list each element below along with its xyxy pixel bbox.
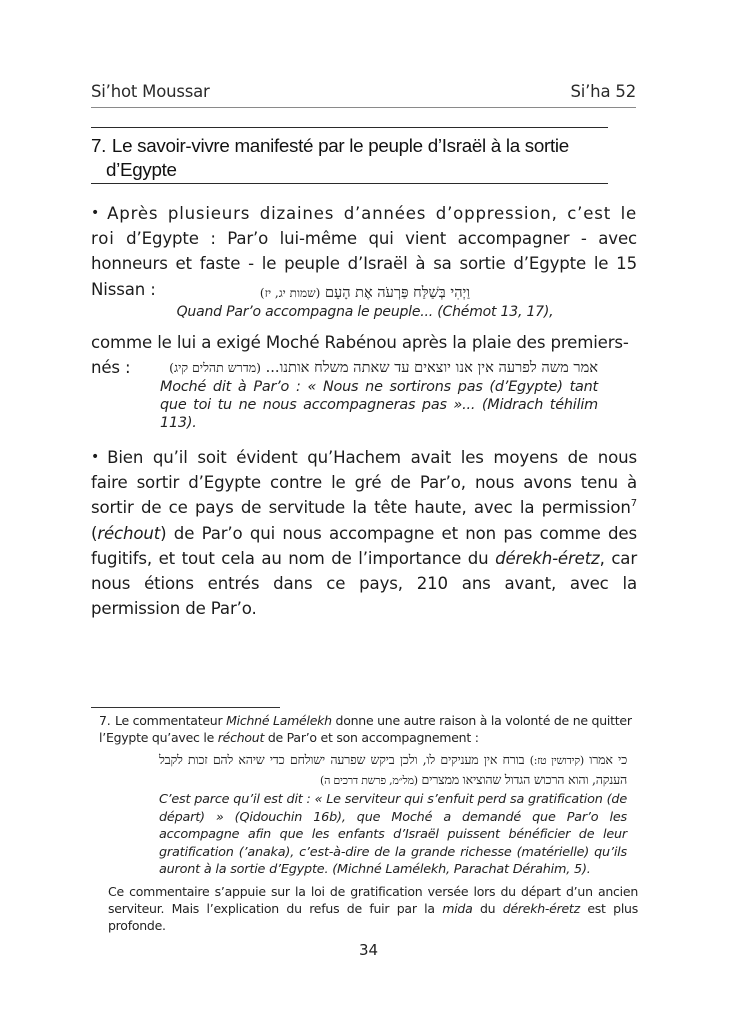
quote-hebrew-text: אמר משה לפרעה אין אנו יוצאים עד שאתה משלח אותנו...: [265, 359, 598, 376]
footnote-conclusion: [99, 883, 638, 934]
term-derekh-eretz: dérekh-éretz: [495, 548, 600, 568]
header-book-title: Si’hot Moussar: [91, 82, 210, 101]
bullet-icon: •: [91, 205, 100, 221]
paragraph-3-text: (: [91, 523, 98, 543]
footnote-text: donne une autre raison à la volonté de ne quitter l’Egypte qu’avec le: [99, 713, 632, 745]
quote-hebrew-reference: (מדרש תהלים קיג): [169, 360, 262, 375]
term-rechout: réchout: [97, 523, 161, 543]
quote-chemot: [140, 284, 590, 321]
footnote-text: Le commentateur: [115, 713, 227, 728]
paragraph-1-first-line: Après plusieurs dizaines d’années d’oppression, c’est le roi: [91, 204, 637, 249]
footnote-quote: [159, 750, 627, 879]
section-number: 7.: [91, 135, 107, 156]
paragraph-1-text: d’Egypte : Par’o lui-même qui vient accompagner - avec honneurs et faste - le peuple d’Israël à sa sortie d’Egypte le 15 Nissan :: [91, 229, 637, 299]
footnote-text: du: [472, 900, 503, 916]
footnote-intro: [99, 712, 638, 746]
quote-hebrew: [160, 358, 598, 378]
footnote-hebrew-text: כי אמרו: [589, 752, 627, 767]
footnote-hebrew-reference: (מל״מ, פרשת דרכים ה): [320, 774, 418, 787]
paragraph-3-text: , car nous étions entrés dans ce pays, 210 ans avant, avec la permission de Par’o.: [91, 548, 637, 619]
term-michne-lamelekh: Michné Lamélekh: [226, 713, 332, 728]
term-mida: mida: [442, 900, 473, 916]
section-title-line2: d’Egypte: [106, 159, 177, 180]
term-derekh-eretz: dérekh-éretz: [502, 900, 580, 916]
term-rechout: réchout: [217, 730, 265, 745]
section-rule-bottom: [91, 183, 608, 184]
quote-translation: Moché dit à Par’o : « Nous ne sortirons pas (d’Egypte) tant que toi tu ne nous accompagneras pas »... (Midrach téhilim 113).: [160, 379, 598, 431]
section-title: [91, 134, 621, 182]
footnote-number: 7.: [99, 713, 111, 728]
header-rule: [91, 107, 636, 108]
footnote-text: est plus profonde.: [108, 900, 638, 933]
running-header: [91, 82, 636, 102]
page-number: 34: [358, 941, 379, 959]
quote-midrach: [160, 358, 598, 432]
footnote-hebrew-reference: (קידושין טז:): [529, 754, 584, 767]
paragraph-3-text: Bien qu’il soit évident qu’Hachem avait les moyens de nous faire sortir d’Egypte contre le gré de Par’o, nous avons tenu à sortir de ce pays de servitude la tête haute, avec la permission: [91, 448, 637, 518]
footnote-separator: [91, 707, 280, 708]
footnote-hebrew-text: בורח אין מעניקים לו, ולכן ביקש שפרעה ישולחם כדי שיהא להם זכות לקבל הענקה, והוא הרכוש הגדול שהוציאו ממצרים: [159, 752, 627, 787]
header-chapter: Si’ha 52: [570, 82, 636, 101]
paragraph-3: [91, 445, 637, 621]
footnote-hebrew: [159, 750, 627, 790]
bullet-icon: •: [91, 449, 100, 465]
footnote-text: Ce commentaire s’appuie sur la loi de gratification versée lors du départ d’un ancien serviteur. Mais l’explication du refus de fuir par la: [108, 883, 638, 916]
quote-hebrew-text: וַיְהִי בְּשַׁלַּח פַּרְעֹה אֶת הָעָם: [324, 285, 471, 301]
paragraph-2: comme le lui a exigé Moché Rabénou après la plaie des premiers-nés :: [91, 333, 629, 378]
quote-hebrew-reference: (שמות יג, יז): [259, 286, 321, 300]
section-title-line1: Le savoir-vivre manifesté par le peuple d’Israël à la sortie: [111, 135, 569, 156]
footnote-7: [99, 712, 638, 934]
quote-translation: Quand Par’o accompagna le peuple... (Chémot 13, 17),: [176, 304, 554, 320]
paragraph-3-text: ) de Par’o qui nous accompagne et non pas comme des fugitifs, et tout cela au nom de l’importance du: [91, 523, 637, 568]
quote-hebrew: [140, 284, 590, 302]
section-rule-top: [91, 127, 608, 128]
footnote-text: de Par’o et son accompagnement :: [264, 730, 479, 745]
footnote-reference-link[interactable]: 7: [630, 498, 637, 510]
footnote-translation: C’est parce qu’il est dit : « Le serviteur qui s’enfuit perd sa gratification (de départ) » (Qidouchin 16b), que Moché a demandé que Par’o les accompagne afin que les enfants d’Israël puissent bénéficier de leur gratification (’anaka), c’est-à-dire de la grande richesse (matérielle) qu’ils auront à la sortie d’Egypte. (Michné Lamélekh, Parachat Dérahim, 5).: [159, 792, 627, 878]
